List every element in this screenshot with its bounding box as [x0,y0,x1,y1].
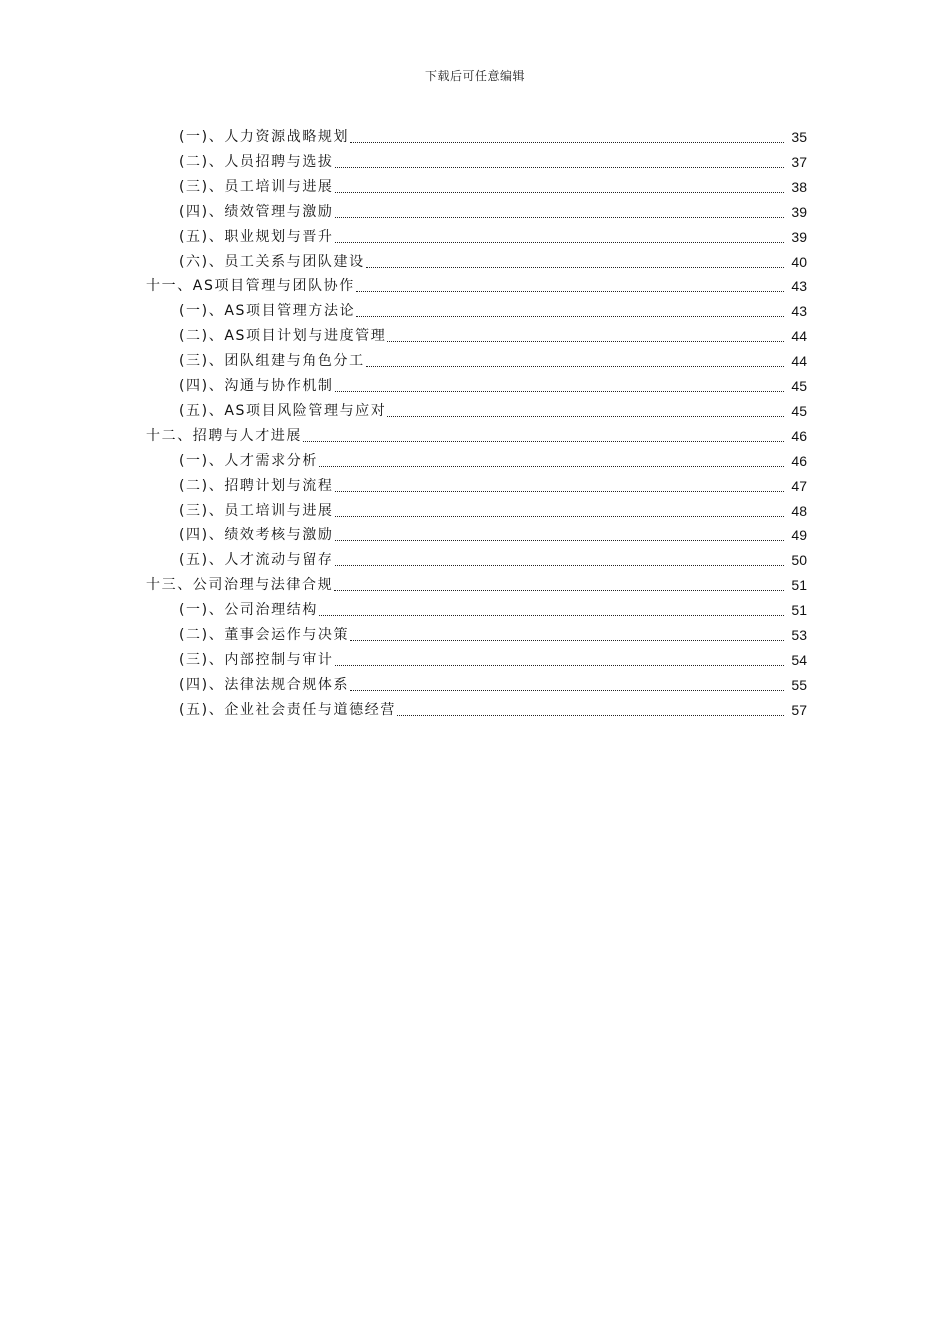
toc-section-entry[interactable] [0,673,950,698]
page-header: 下载后可任意编辑 [424,69,525,83]
toc-page-number: 45 [791,402,807,419]
toc-chapter-entry[interactable] [0,573,950,598]
toc-dot-leader [356,299,784,324]
toc-entry-label: (二)、董事会运作与决策 [179,627,350,643]
toc-dot-leader [350,125,784,150]
toc-dot-leader [335,150,784,175]
toc-page-number: 46 [791,452,807,469]
toc-page-number: 51 [791,577,807,594]
toc-page-number: 45 [791,378,807,394]
toc-dot-leader [303,424,784,449]
toc-entry-label: 十二、招聘与人才进展 [146,427,302,444]
toc-entry-label: (三)、员工培训与进展 [179,178,334,195]
toc-page-number: 50 [791,552,807,569]
toc-entry-label: (五)、职业规划与晋升 [179,228,334,245]
toc-section-entry[interactable] [0,250,950,275]
toc-dot-leader [356,274,784,299]
toc-dot-leader [335,225,784,250]
toc-entry-label: (一)、AS项目管理方法论 [179,303,356,320]
toc-section-entry[interactable] [0,225,950,250]
toc-entry-label: (三)、内部控制与审计 [179,651,334,668]
toc-page-number: 57 [791,701,807,718]
toc-page-number: 49 [791,527,807,544]
toc-page-number: 40 [791,253,807,270]
toc-page-number: 43 [791,278,807,295]
toc-section-entry[interactable] [0,598,950,623]
toc-page-number: 43 [791,303,807,320]
toc-page-number: 38 [791,178,807,195]
toc-dot-leader [387,324,784,349]
toc-entry-label: (二)、人员招聘与选拔 [179,153,334,170]
toc-page-number: 55 [791,676,807,693]
toc-entry-label: (一)、公司治理结构 [179,602,318,619]
toc-dot-leader [335,200,784,225]
toc-dot-leader [397,698,784,723]
toc-page-number: 37 [791,153,807,170]
toc-section-entry[interactable] [0,175,950,200]
toc-dot-leader [334,573,784,598]
toc-section-entry[interactable] [0,474,950,499]
toc-entry-label: (四)、沟通与协作机制 [179,378,334,394]
toc-chapter-entry[interactable] [0,424,950,449]
toc-section-entry[interactable] [0,150,950,175]
toc-entry-label: (二)、AS项目计划与进度管理 [179,328,387,345]
toc-section-entry[interactable] [0,399,950,424]
toc-page-number: 54 [791,651,807,668]
toc-section-entry[interactable] [0,623,950,648]
toc-dot-leader [335,499,784,524]
toc-entry-label: (五)、人才流动与留存 [179,552,334,569]
toc-dot-leader [387,399,784,424]
toc-dot-leader [350,623,784,648]
toc-dot-leader [335,523,784,548]
toc-entry-label: (三)、员工培训与进展 [179,502,334,519]
toc-chapter-entry[interactable] [0,274,950,299]
toc-page-number: 39 [791,203,807,220]
toc-dot-leader [335,175,784,200]
toc-page-number: 35 [791,129,807,145]
toc-page-number: 48 [791,502,807,519]
toc-section-entry[interactable] [0,200,950,225]
toc-entry-label: (一)、人力资源战略规划 [179,129,350,145]
toc-page-number: 44 [791,328,807,345]
toc-entry-label: 十三、公司治理与法律合规 [146,577,334,594]
toc-entry-label: (二)、招聘计划与流程 [179,477,334,494]
toc-section-entry[interactable] [0,648,950,673]
toc-dot-leader [335,548,784,573]
toc-dot-leader [335,474,784,499]
toc-entry-label: (五)、企业社会责任与道德经营 [179,701,396,718]
toc-section-entry[interactable] [0,523,950,548]
toc-entry-label: (五)、AS项目风险管理与应对 [179,402,387,419]
toc-entry-label: (六)、员工关系与团队建设 [179,253,365,270]
toc-page-number: 51 [791,602,807,619]
toc-page-number: 44 [791,353,807,370]
toc-dot-leader [319,598,784,623]
toc-section-entry[interactable] [0,698,950,723]
toc-page-number: 47 [791,477,807,494]
toc-entry-label: (一)、人才需求分析 [179,452,318,469]
toc-entry-label: (四)、绩效管理与激励 [179,203,334,220]
toc-section-entry[interactable] [0,324,950,349]
toc-entry-label: (三)、团队组建与角色分工 [179,353,365,370]
toc-entry-label: (四)、法律法规合规体系 [179,676,350,693]
toc-section-entry[interactable] [0,449,950,474]
toc-page-number: 46 [791,427,807,444]
toc-dot-leader [350,673,784,698]
toc-entry-label: (四)、绩效考核与激励 [179,527,334,544]
toc-dot-leader [319,449,784,474]
toc-section-entry[interactable] [0,499,950,524]
toc-entry-label: 十一、AS项目管理与团队协作 [146,278,355,295]
toc-page-number: 39 [791,228,807,245]
toc-dot-leader [335,648,784,673]
toc-dot-leader [366,349,784,374]
toc-dot-leader [335,374,784,399]
toc-section-entry[interactable] [0,125,950,150]
toc-page-number: 53 [791,627,807,643]
toc-section-entry[interactable] [0,548,950,573]
toc-section-entry[interactable] [0,374,950,399]
toc-dot-leader [366,250,784,275]
toc-section-entry[interactable] [0,299,950,324]
toc-section-entry[interactable] [0,349,950,374]
